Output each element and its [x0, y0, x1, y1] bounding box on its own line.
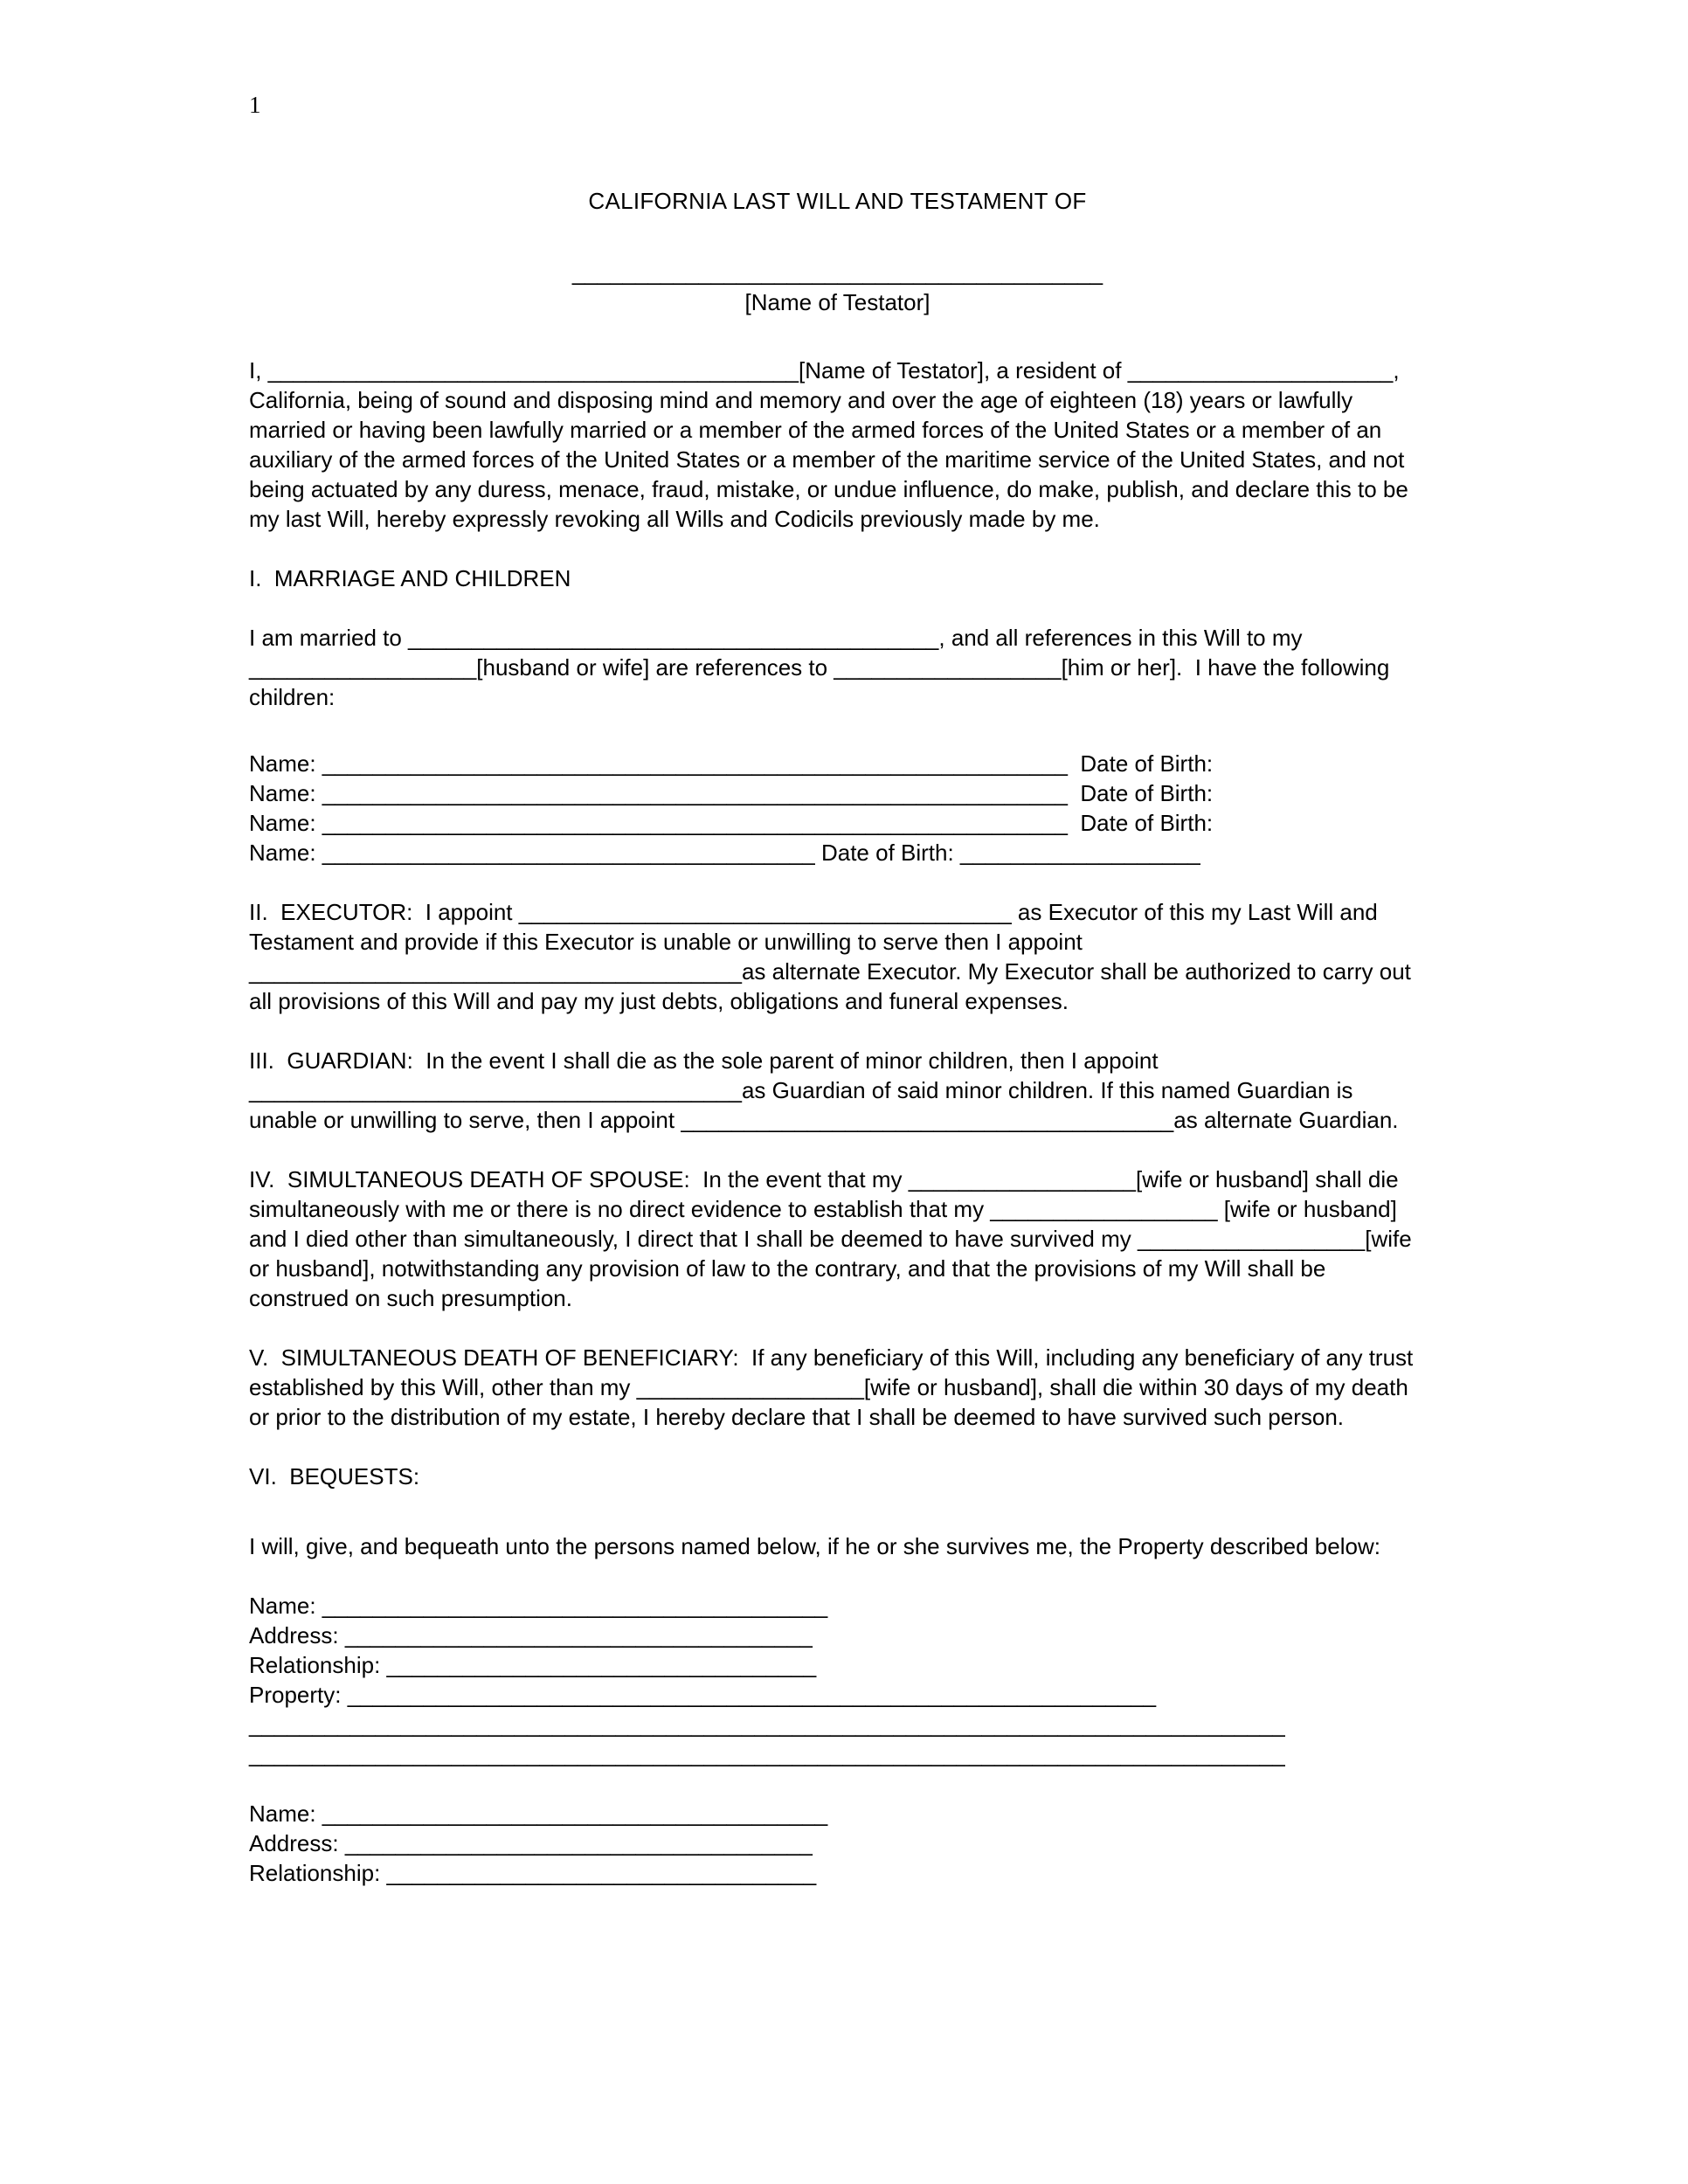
bequest-entry-1 — [249, 1591, 1426, 1769]
child-name-dob-row: Name: ___________________________________________________________ Date of Birth: — [249, 810, 1214, 836]
simultaneous-death-of-beneficiary-paragraph: V. SIMULTANEOUS DEATH OF BENEFICIARY: If any beneficiary of this Will, including any beneficiary of any trust established by this Will, other than my __________________[wife or husband], shall die within 30 days of my death or prior to the distribution of my estate, I hereby declare that I shall be deemed to have survived such person. — [249, 1344, 1420, 1430]
bequest-name-row: Name: ________________________________________ — [249, 1800, 828, 1827]
bequest-address-row: Address: _____________________________________ — [249, 1622, 813, 1648]
bequest-property-row: Property: ________________________________________________________________ — [249, 1682, 1157, 1708]
child-name-dob-row: Name: _______________________________________ Date of Birth: ___________________ — [249, 840, 1200, 866]
testator-name-blank: __________________________________________ — [571, 259, 1103, 286]
page-number: 1 — [249, 92, 261, 118]
guardian-section-paragraph: III. GUARDIAN: In the event I shall die as the sole parent of minor children, then I appoint _______________________________________as Guardian of said minor children. If this named Guardian is unable or unwilling to serve, then I appoint _______________________________________as alternate Guardian. — [249, 1047, 1399, 1133]
child-name-dob-row: Name: ___________________________________________________________ Date of Birth: — [249, 780, 1214, 806]
bequest-relationship-row: Relationship: __________________________________ — [249, 1860, 817, 1886]
bequest-address-row: Address: _____________________________________ — [249, 1830, 813, 1856]
section-heading-bequests: VI. BEQUESTS: — [249, 1463, 420, 1489]
testator-name-label: [Name of Testator] — [744, 289, 930, 315]
children-list — [249, 749, 1426, 867]
executor-section-paragraph: II. EXECUTOR: I appoint _______________________________________ as Executor of this my Last Will and Testament and provide if this Executor is unable or unwilling to serve then I appoint _______________________________________as alternate Executor. My Executor shall be authorized to carry out all provisions of this Will and pay my just debts, obligations and funeral expenses. — [249, 899, 1418, 1014]
bequest-entry-2 — [249, 1799, 1426, 1888]
child-name-dob-row: Name: ___________________________________________________________ Date of Birth: — [249, 750, 1214, 777]
bequests-intro-paragraph: I will, give, and bequeath unto the persons named below, if he or she survives me, the Property described below: — [249, 1533, 1380, 1559]
testator-name-block — [249, 258, 1426, 317]
bequest-property-extra-line: __________________________________________________________________________________ — [249, 1711, 1285, 1738]
bequest-property-extra-line: __________________________________________________________________________________ — [249, 1741, 1285, 1767]
document-title: CALIFORNIA LAST WILL AND TESTAMENT OF — [588, 188, 1087, 214]
marriage-intro-paragraph: I am married to __________________________________________, and all references in this Will to my __________________[husband or wife] are references to __________________[him or her]. I have the following children: — [249, 625, 1396, 710]
section-heading-marriage-and-children: I. MARRIAGE AND CHILDREN — [249, 565, 571, 591]
opening-paragraph: I, __________________________________________[Name of Testator], a resident of _____________________, California, being of sound and disposing mind and memory and over the age of eighteen (18) years or lawfully married or having been lawfully married or a member of the armed forces of the United States or a member of an auxiliary of the armed forces of the United States or a member of the maritime service of the United States, and not being actuated by any duress, menace, fraud, mistake, or undue influence, do make, publish, and declare this to be my last Will, hereby expressly revoking all Wills and Codicils previously made by me. — [249, 357, 1415, 532]
bequest-name-row: Name: ________________________________________ — [249, 1593, 828, 1619]
simultaneous-death-of-spouse-paragraph: IV. SIMULTANEOUS DEATH OF SPOUSE: In the event that my __________________[wife or husband] shall die simultaneously with me or there is no direct evidence to establish that my __________________ [wife or husband] and I died other than simultaneously, I direct that I shall be deemed to have survived my __________________[wife or husband], notwithstanding any provision of law to the contrary, and that the provisions of my Will shall be construed on such presumption. — [249, 1166, 1418, 1311]
bequest-relationship-row: Relationship: __________________________________ — [249, 1652, 817, 1678]
